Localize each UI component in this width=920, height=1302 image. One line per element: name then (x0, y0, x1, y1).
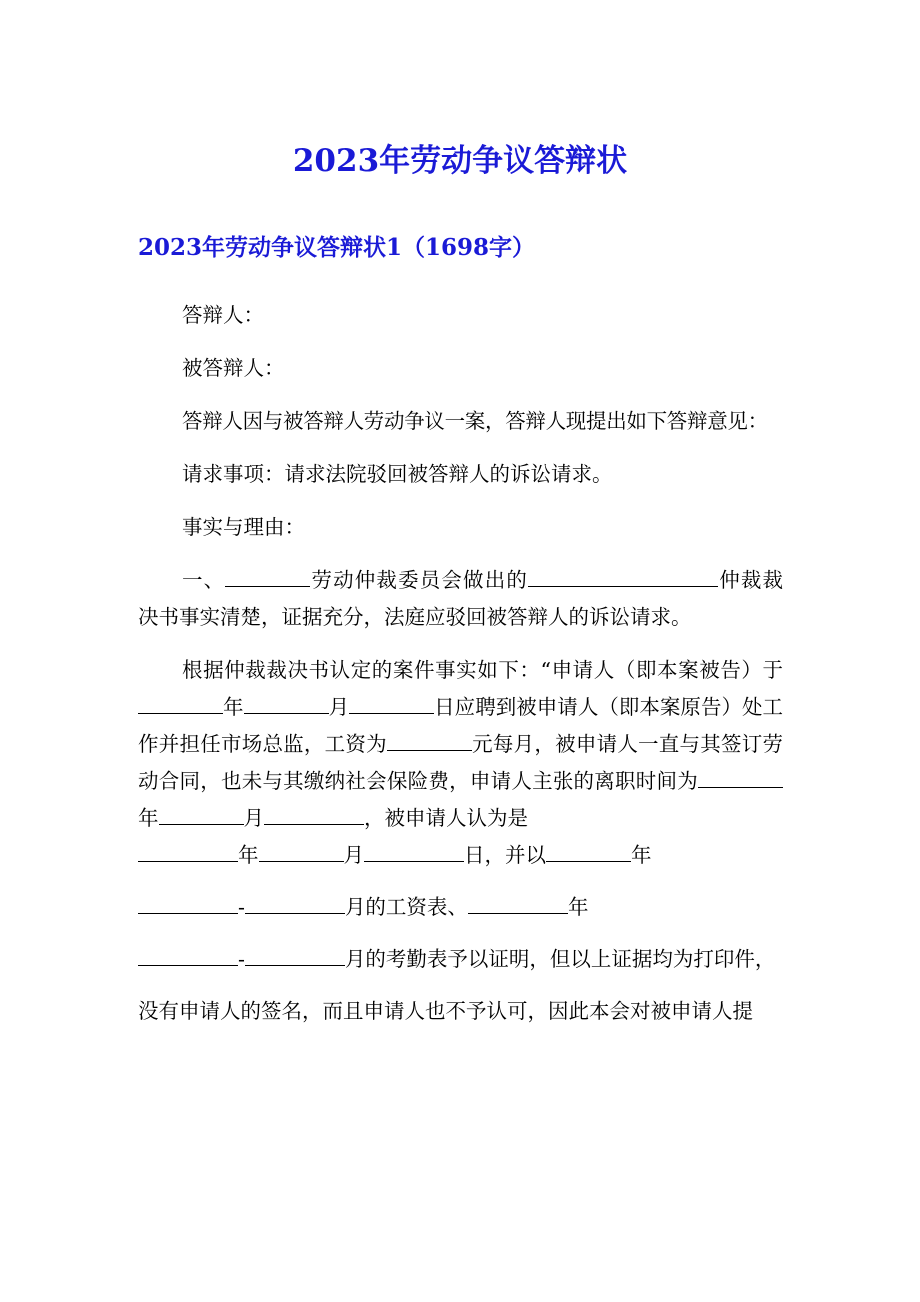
year-label: 年 (631, 843, 652, 867)
document-body (138, 297, 783, 1033)
section-heading: 2023年劳动争议答辩状1（1698字） (138, 234, 536, 261)
request-paragraph: 请求事项：请求法院驳回被答辩人的诉讼请求。 (182, 462, 613, 486)
payroll-text: 月的工资表、 (344, 895, 468, 919)
year-label: 年 (138, 806, 159, 830)
document-title: 2023年劳动争议答辩状 (292, 143, 628, 179)
blank-year (546, 839, 631, 862)
blank-leave-day (264, 802, 364, 825)
year-label: 年 (238, 843, 259, 867)
facts-line-5 (138, 837, 783, 889)
blank-year (138, 691, 223, 714)
intro-paragraph: 答辩人因与被答辩人劳动争议一案，答辩人现提出如下答辩意见： (182, 409, 768, 433)
blank-month (245, 943, 345, 966)
month-label: 月 (243, 806, 264, 830)
month-label: 月 (343, 843, 364, 867)
point-one-paragraph (138, 562, 783, 636)
dash: - (238, 895, 245, 919)
dash: - (238, 947, 245, 971)
year-label: 年 (567, 895, 589, 919)
facts-paragraph (138, 652, 783, 837)
facts-line-6 (138, 889, 783, 941)
facts-line-8: 没有申请人的签名，而且申请人也不予认可，因此本会对被申请人提 (138, 999, 753, 1023)
claimant-label: 被答辩人： (182, 356, 285, 380)
year-label: 年 (223, 695, 244, 719)
blank-month (245, 891, 345, 914)
blank-day (364, 839, 464, 862)
facts-line-7 (138, 941, 783, 993)
month-label: 月 (328, 695, 350, 719)
facts-salary-tail: 元每月，被申请人一直与其签订劳动合同，也未与其缴纳社会保险费，申请人主张的离职时间为 (138, 732, 784, 793)
blank-commission (225, 564, 310, 587)
blank-year (138, 839, 238, 862)
point-one-prefix: 一、 (182, 568, 226, 592)
blank-year (138, 943, 238, 966)
facts-p1: 根据仲裁裁决书认定的案件事实如下：“申请人（即本案被告）于 (182, 658, 783, 682)
blank-award-number (528, 564, 718, 587)
blank-salary (387, 728, 472, 751)
blank-month (244, 691, 329, 714)
blank-leave-month (159, 802, 244, 825)
point-one-mid: 劳动仲裁委员会做出的 (310, 568, 529, 592)
blank-year (138, 891, 238, 914)
blank-month (259, 839, 344, 862)
respondent-label: 答辩人： (182, 303, 264, 327)
facts-comma-tail: ，被申请人认为是 (364, 806, 528, 830)
attendance-text: 月的考勤表予以证明，但以上证据均为打印件， (344, 947, 776, 971)
point-one-suffix: 仲裁裁决书事实清楚，证据充分，法庭应驳回被答辩人的诉讼请求。 (138, 568, 783, 629)
blank-leave-year (698, 765, 783, 788)
blank-day (349, 691, 434, 714)
blank-year (468, 891, 568, 914)
facts-day-comma: 日，并以 (464, 843, 546, 867)
facts-label: 事实与理由： (182, 515, 305, 539)
facts-hire: 日应聘到被申请人（即本案原告）处工作并担任市场总监，工资为 (138, 695, 784, 756)
